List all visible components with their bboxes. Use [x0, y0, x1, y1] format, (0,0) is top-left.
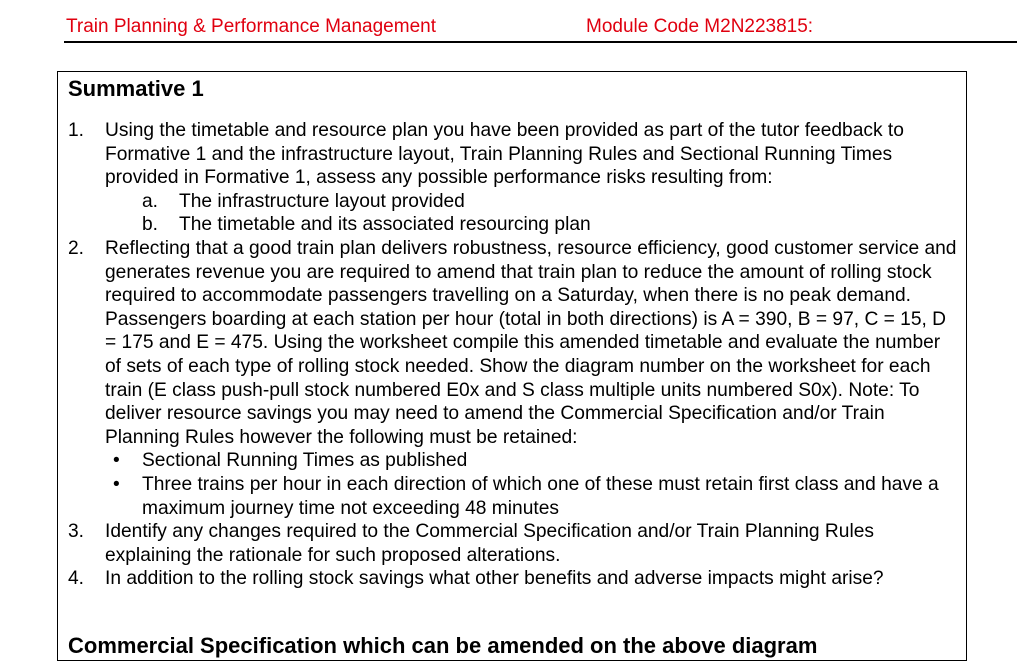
subitem-text: The timetable and its associated resourcing plan — [179, 214, 591, 236]
question-text: In addition to the rolling stock savings what other benefits and adverse impacts might arise? — [105, 568, 884, 590]
module-code: Module Code M2N223815: — [586, 16, 814, 37]
question-number: 2. — [68, 237, 85, 259]
question-number: 1. — [68, 120, 85, 141]
subitem-text: The infrastructure layout provided — [179, 190, 465, 212]
bullet-item-1 — [105, 449, 958, 473]
course-title: Train Planning & Performance Management — [66, 16, 436, 37]
question-number: 3. — [68, 521, 85, 543]
subitem-a — [105, 190, 958, 214]
question-text: Using the timetable and resource plan you have been provided as part of the tutor feedback to Formative 1 and the infrastructure layout, Train Planning Rules and Sectional Running Times provided in Formative 1, assess any possible performance risks resulting from: — [105, 120, 904, 189]
question-list — [58, 119, 966, 591]
cutoff-heading: Commercial Specification which can be amended on the above diagram — [68, 633, 818, 658]
subitem-letter: a. — [142, 190, 159, 212]
bullet-item-2 — [105, 473, 958, 520]
question-number: 4. — [68, 568, 85, 590]
bullet-icon: • — [113, 450, 120, 472]
summative-title: Summative 1 — [68, 76, 204, 101]
bullet-text: Sectional Running Times as published — [142, 450, 468, 472]
subitem-letter: b. — [142, 214, 159, 236]
bullet-text: Three trains per hour in each direction of which one of these must retain first class and have a maximum journey time not exceeding 48 minutes — [142, 473, 939, 519]
question-2 — [58, 237, 966, 520]
summative-box — [57, 71, 967, 661]
question-4 — [58, 567, 966, 591]
question-text: Reflecting that a good train plan delivers robustness, resource efficiency, good customer service and generates revenue you are required to amend that train plan to reduce the amount of rolling stock required to accommodate passengers travelling on a Saturday, when there is no peak demand. Passengers boarding at each station per hour (total in both directions) is A = 390, B = 97, C = 15, D = 175 and E = 475. Using the worksheet compile this amended timetable and evaluate the number of sets of each type of rolling stock needed. Show the diagram number on the worksheet for each train (E class push-pull stock numbered E0x and S class multiple units numbered S0x). Note: To deliver resource savings you may need to amend the Commercial Specification and/or Train Planning Rules however the following must be retained: — [105, 237, 957, 448]
subitem-b — [105, 213, 958, 237]
question-1 — [58, 119, 966, 237]
question-text: Identify any changes required to the Commercial Specification and/or Train Planning Rules explaining the rationale for such proposed alterations. — [105, 521, 874, 566]
bullet-icon: • — [113, 473, 120, 495]
page-header — [64, 15, 1017, 43]
question-3 — [58, 520, 966, 567]
